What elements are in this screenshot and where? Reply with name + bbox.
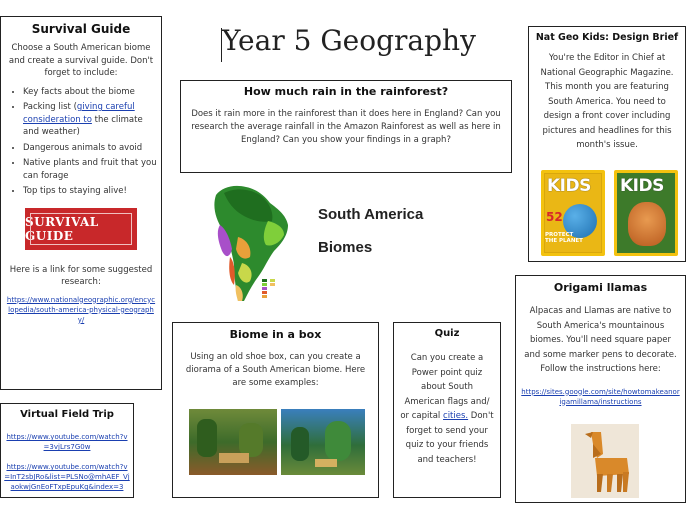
map-title-line-1: South America — [318, 206, 424, 223]
survival-guide-panel — [0, 16, 162, 390]
title-cursor — [221, 28, 222, 62]
rainfall-heading: How much rain in the rainforest? — [243, 85, 449, 98]
list-item: • Key facts about the biome — [23, 86, 161, 99]
legend-swatch — [270, 279, 275, 282]
biome-in-a-box-panel — [172, 322, 379, 498]
quiz-heading: Quiz — [434, 328, 460, 339]
nat-geo-kids-panel — [528, 26, 686, 262]
list-item-text: Packing list ( — [23, 102, 77, 112]
quiz-body-text: Don't forget to send your quiz to your friends and teachers! — [405, 411, 494, 465]
magazine-cover-1-headline: PROTECT THE PLANET — [545, 232, 583, 244]
nat-geo-kids-body: You're the Editor in Chief at National Geographic Magazine. This month you are featuring South America. You need to design a front cover including pictures and headlines for this month's issue. — [540, 53, 674, 150]
quiz-body-text: Can you create a Power point quiz about South American flags and/ or capital — [400, 353, 490, 421]
legend-swatch — [262, 295, 267, 298]
origami-llamas-body: Alpacas and Llamas are native to South America's mountainous biomes. You'll need square paper and some marker pens to decorate. Follow the instructions here: — [524, 306, 677, 374]
biome-in-a-box-heading: Biome in a box — [229, 328, 322, 341]
origami-llamas-panel — [515, 275, 686, 503]
magazine-cover-1 — [541, 170, 605, 256]
legend-swatch — [262, 291, 267, 294]
magazine-cover-2-orangutan — [628, 202, 666, 246]
south-america-biome-map — [208, 181, 318, 303]
field-trip-link-1[interactable]: https://www.youtube.com/watch?v=3vjLrs7G0w — [6, 433, 128, 451]
rainfall-panel — [180, 80, 512, 173]
legend-swatch — [262, 287, 267, 290]
quiz-panel — [393, 322, 501, 498]
rainfall-body: Does it rain more in the rainforest than it does here in England? Can you research the average rainfall in the Amazon Rainforest as well as here in England? Can you show your findings in a graph? — [191, 109, 501, 145]
survival-guide-list — [1, 86, 161, 198]
survival-guide-intro: Choose a South American biome and create a survival guide. Don't forget to include: — [8, 43, 154, 78]
list-item: • Dangerous animals to avoid — [23, 142, 161, 155]
magazine-cover-1-number: 52 — [546, 210, 563, 224]
map-title-line-2: Biomes — [318, 239, 373, 256]
research-link[interactable]: https://www.nationalgeographic.org/encyclopedia/south-america-physical-geography/ — [6, 295, 156, 324]
nat-geo-kids-heading: Nat Geo Kids: Design Brief — [535, 32, 679, 43]
virtual-field-trip-heading: Virtual Field Trip — [20, 409, 114, 420]
magazine-cover-2 — [614, 170, 678, 256]
origami-llamas-link[interactable]: https://sites.google.com/site/howtomakeanorigamillama/instructions — [521, 387, 680, 406]
diorama-photo-1 — [189, 409, 277, 475]
list-item — [23, 101, 161, 139]
survival-guide-banner — [25, 208, 137, 250]
magazine-cover-1-title: KIDS — [547, 176, 591, 196]
field-trip-link-2[interactable]: https://www.youtube.com/watch?v=InT2sbJRo&list=PLSNo@mhAEF_VjaokwjGnEoFTxpEpuKg&index=3 — [4, 463, 130, 491]
legend-swatch — [262, 283, 267, 286]
list-item: • Top tips to staying alive! — [23, 185, 161, 198]
survival-guide-banner-text: SURVIVAL GUIDE — [25, 214, 99, 243]
legend-swatch — [262, 279, 267, 282]
list-item: • Native plants and fruit that you can forage — [23, 157, 161, 182]
virtual-field-trip-panel — [0, 403, 134, 498]
origami-llama-image — [571, 424, 639, 498]
list-item-text: the climate and weather) — [23, 114, 143, 137]
map-legend — [262, 279, 275, 298]
legend-swatch — [270, 283, 275, 286]
quiz-cities-link[interactable]: cities. — [443, 411, 469, 421]
research-link-intro: Here is a link for some suggested research: — [9, 264, 153, 287]
survival-guide-heading: Survival Guide — [31, 22, 131, 36]
magazine-cover-2-title: KIDS — [620, 176, 664, 196]
page-title: Year 5 Geography — [222, 24, 476, 57]
biome-in-a-box-body: Using an old shoe box, can you create a diorama of a South American biome. Here are some examples: — [185, 352, 366, 388]
quiz-body — [400, 351, 494, 467]
diorama-photo-2 — [281, 409, 365, 475]
origami-llamas-heading: Origami llamas — [553, 281, 648, 294]
packing-list-link[interactable]: giving careful consideration to — [23, 102, 135, 125]
